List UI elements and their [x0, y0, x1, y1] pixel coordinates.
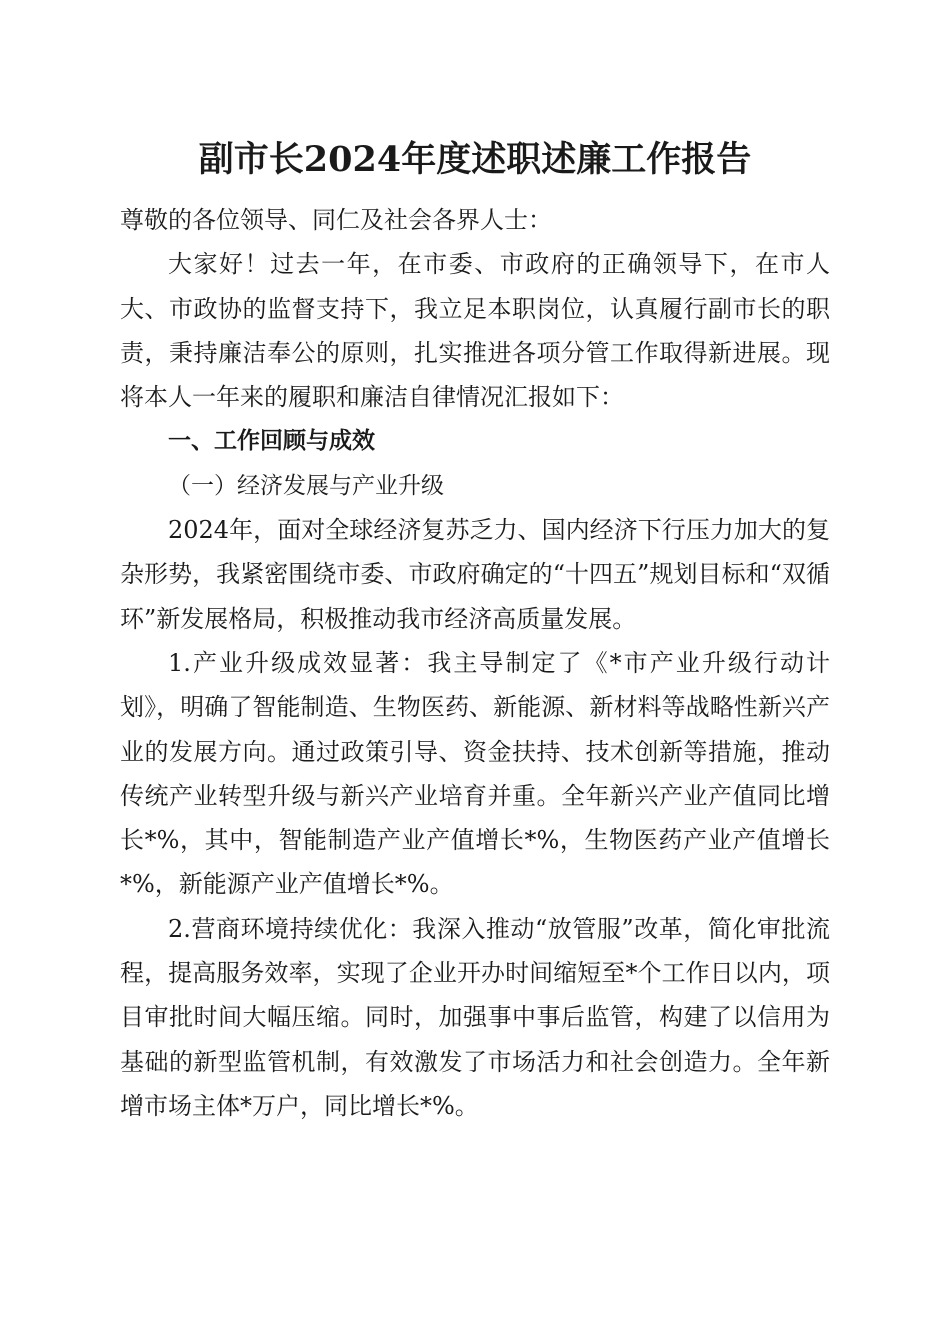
- intro-paragraph: 大家好！过去一年，在市委、市政府的正确领导下，在市人大、市政协的监督支持下，我立足本职岗位，认真履行副市长的职责，秉持廉洁奉公的原则，扎实推进各项分管工作取得新进展。现将本人一年来的履职和廉洁自律情况汇报如下：: [120, 250, 830, 412]
- subsection-heading-economy: （一）经济发展与产业升级: [168, 472, 444, 499]
- document-title: 副市长2024年度述职述廉工作报告: [198, 139, 752, 180]
- section-heading-work-review: 一、工作回顾与成效: [168, 428, 375, 455]
- document-body: [120, 198, 830, 1128]
- salutation: 尊敬的各位领导、同仁及社会各界人士：: [120, 206, 552, 234]
- paragraph-industrial-upgrade: 1.产业升级成效显著：我主导制定了《*市产业升级行动计划》，明确了智能制造、生物医药、新能源、新材料等战略性新兴产业的发展方向。通过政策引导、资金扶持、技术创新等措施，推动传统产业转型升级与新兴产业培育并重。全年新兴产业产值同比增长*%，其中，智能制造产业产值增长*%，生物医药产业产值增长*%，新能源产业产值增长*%。: [120, 648, 830, 899]
- paragraph-business-environment: 2.营商环境持续优化：我深入推动“放管服”改革，简化审批流程，提高服务效率，实现了企业开办时间缩短至*个工作日以内，项目审批时间大幅压缩。同时，加强事中事后监管，构建了以信用为基础的新型监管机制，有效激发了市场活力和社会创造力。全年新增市场主体*万户，同比增长*%。: [120, 914, 830, 1120]
- paragraph-2024-overview: 2024年，面对全球经济复苏乏力、国内经济下行压力加大的复杂形势，我紧密围绕市委、市政府确定的“十四五”规划目标和“双循环”新发展格局，积极推动我市经济高质量发展。: [120, 516, 830, 633]
